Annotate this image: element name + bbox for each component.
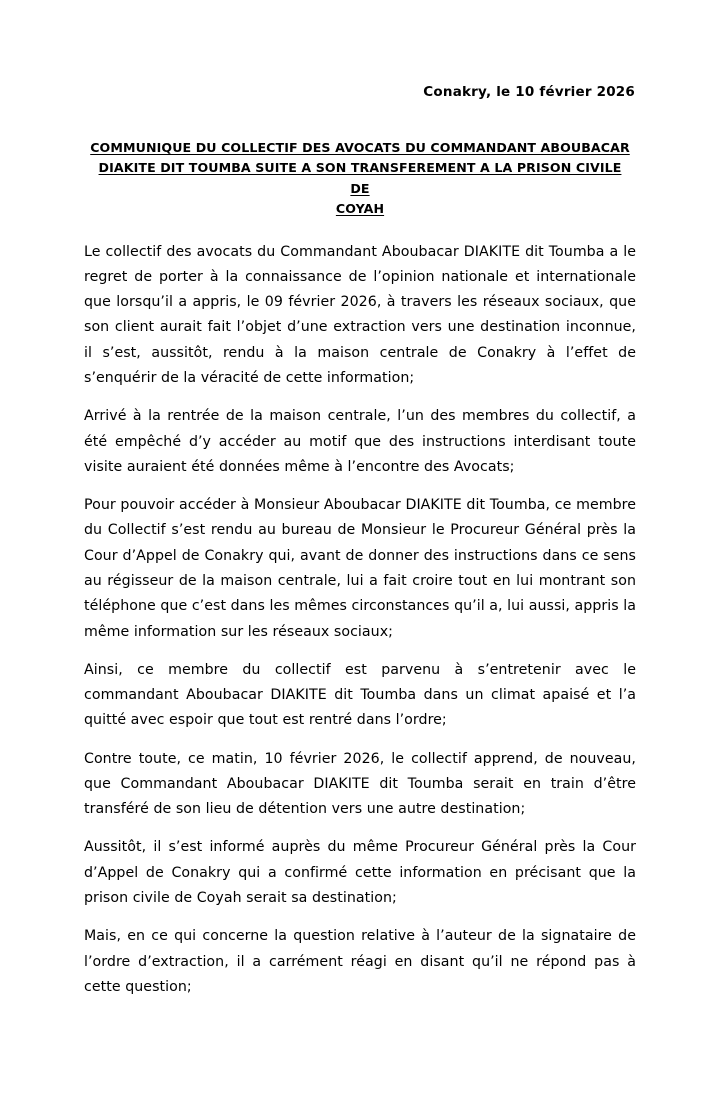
paragraph: Pour pouvoir accéder à Monsieur Aboubacar DIAKITE dit Toumba, ce membre du Collectif s’est rendu au bureau de Monsieur le Procureur Général près la Cour d’Appel de Conakry qui, avant de donner des instructions dans ce sens au régisseur de la maison centrale, lui a fait croire tout en lui montrant son téléphone que c’est dans les mêmes circonstances qu’il a, lui aussi, appris la même information sur les réseaux sociaux; (84, 497, 636, 640)
document-body (84, 240, 636, 1001)
paragraph: Ainsi, ce membre du collectif est parvenu à s’entretenir avec le commandant Aboubacar DIAKITE dit Toumba dans un climat apaisé et l’a quitté avec espoir que tout est rentré dans l’ordre; (84, 661, 636, 729)
paragraph: Mais, en ce qui concerne la question relative à l’auteur de la signataire de l’ordre d’extraction, il a carrément réagi en disant qu’il ne répond pas à cette question; (84, 928, 636, 995)
date-line: Conakry, le 10 février 2026 (423, 84, 635, 100)
paragraph: Contre toute, ce matin, 10 février 2026, le collectif apprend, de nouveau, que Commandant Aboubacar DIAKITE dit Toumba serait en train d’être transféré de son lieu de détention vers une autre destination; (84, 750, 636, 818)
title-line-1: COMMUNIQUE DU COLLECTIF DES AVOCATS DU COMMANDANT ABOUBACAR (90, 140, 630, 155)
paragraph: Arrivé à la rentrée de la maison centrale, l’un des membres du collectif, a été empêché d’y accéder au motif que des instructions interdisant toute visite auraient été données même à l’encontre des Avocats; (84, 408, 636, 475)
document-title (84, 138, 636, 220)
title-line-3: COYAH (335, 201, 385, 217)
paragraph: Aussitôt, il s’est informé auprès du même Procureur Général près la Cour d’Appel de Conakry qui a confirmé cette information en précisant que la prison civile de Coyah serait sa destination; (84, 839, 636, 907)
document-page (0, 84, 720, 1102)
paragraph: Le collectif des avocats du Commandant Aboubacar DIAKITE dit Toumba a le regret de porter à la connaissance de l’opinion nationale et internationale que lorsqu’il a appris, le 09 février 2026, à travers les réseaux sociaux, que son client aurait fait l’objet d’une extraction vers une destination inconnue, il s’est, aussitôt, rendu à la maison centrale de Conakry à l’effet de s’enquérir de la véracité de cette information; (84, 243, 636, 386)
title-line-2: DIAKITE DIT TOUMBA SUITE A SON TRANSFEREMENT A LA PRISON CIVILE DE (98, 160, 622, 196)
